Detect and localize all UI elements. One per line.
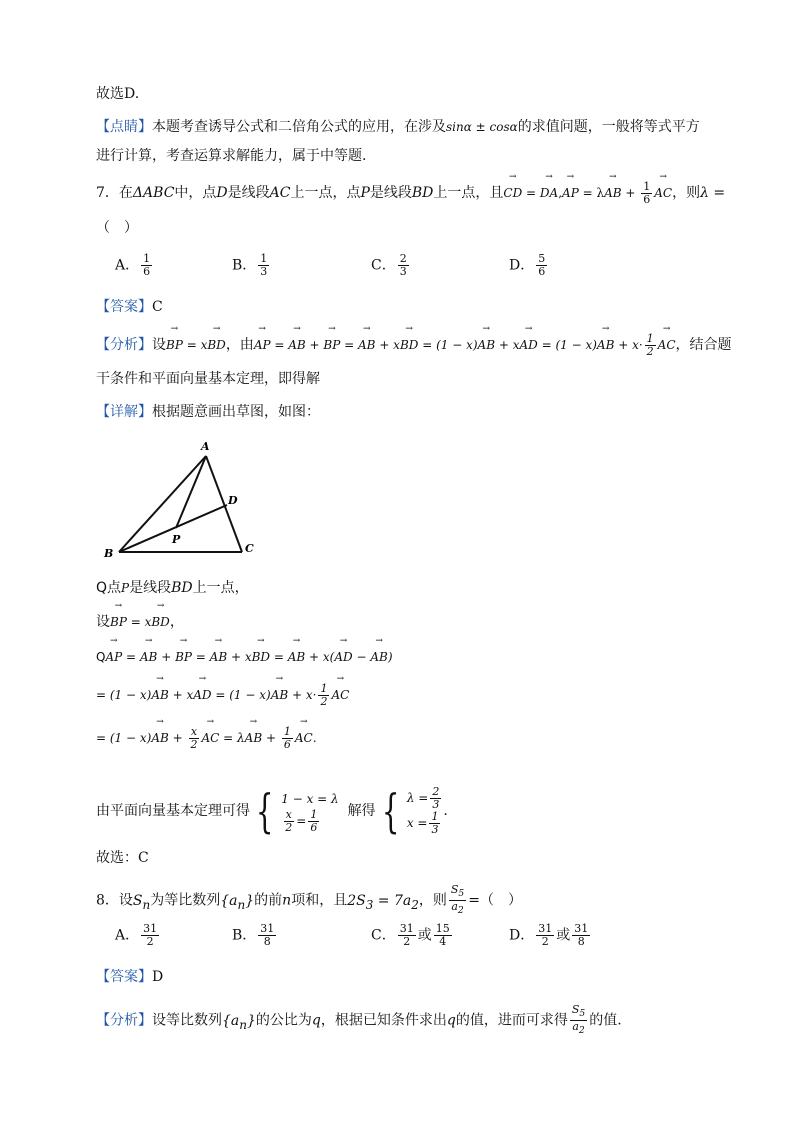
q7-let-line bbox=[96, 612, 184, 632]
frac-num: 1 bbox=[310, 807, 318, 821]
analysis-text-5: 的值. bbox=[589, 1012, 622, 1029]
triangle-lines bbox=[119, 456, 242, 552]
option-num: 31 bbox=[399, 922, 414, 935]
option-den: 3 bbox=[399, 265, 407, 278]
option-den: 2 bbox=[541, 935, 549, 948]
q7-stem-line bbox=[96, 181, 725, 206]
frac-den: 3 bbox=[432, 798, 440, 811]
q8-stem-6: =（ ） bbox=[468, 892, 522, 909]
analysis-text-1: 设等比数列 bbox=[152, 1012, 222, 1029]
vec-ab: → AB bbox=[604, 183, 621, 203]
analysis-expr-2: → AP = → AB + → BP = → AB + x→ BD = (1 − x)→ AB + x→ AD = (1 − x)→ AB + x· $\frac{1}{2}$ → AC bbox=[254, 338, 676, 352]
q8-cond: 2S bbox=[347, 892, 366, 909]
q8-seq-sub: n bbox=[237, 897, 246, 912]
frac-num: S bbox=[571, 1003, 580, 1016]
q7-paren-text: （ ） bbox=[96, 220, 138, 236]
q8-stem-line bbox=[96, 884, 522, 917]
answer-tag: 【答案】 bbox=[96, 969, 152, 985]
option-label: D． bbox=[509, 927, 535, 944]
system-1: { 1 − x = λ $\frac{x}{2}$ = $\frac{1}{6}$ bbox=[255, 784, 339, 838]
option-den: 8 bbox=[577, 935, 585, 948]
q8-stem-1: 设 bbox=[118, 892, 133, 909]
frac-den-sub: 2 bbox=[578, 1025, 585, 1037]
q8-seq-close: } bbox=[245, 892, 255, 909]
frac-num-sub: 5 bbox=[458, 888, 465, 900]
vec-ac: → AC bbox=[654, 183, 672, 203]
frac-den: 3 bbox=[431, 823, 439, 836]
q8-seq: {a bbox=[220, 892, 238, 909]
eq-sign: = bbox=[296, 813, 307, 828]
frac-den: a bbox=[451, 900, 458, 914]
analysis-tag: 【分析】 bbox=[96, 337, 152, 353]
q7-point-p: P bbox=[360, 185, 370, 201]
q7-seg-bd: BD bbox=[411, 185, 434, 201]
eq-sign: = bbox=[522, 186, 540, 200]
q7-paren bbox=[96, 218, 138, 238]
q7-final-line bbox=[96, 848, 149, 868]
option-num: 31 bbox=[574, 922, 589, 935]
option-den: 6 bbox=[143, 265, 151, 278]
q7-derivation-line-1: Q→ AP = → AB + → BP = → AB + x→ BD = → AB + x(→ AD − → AB) bbox=[96, 647, 393, 667]
analysis-text-4: 干条件和平面向量基本定理，即得解 bbox=[96, 371, 320, 387]
q8-option-d bbox=[509, 923, 592, 948]
since-seg-bd: BD bbox=[171, 580, 193, 596]
q8-option-c bbox=[371, 923, 454, 948]
analysis-expr-1: → BP = x→ BD bbox=[166, 338, 226, 352]
q7-analysis-line-1 bbox=[96, 333, 732, 358]
option-den: 8 bbox=[263, 935, 271, 948]
analysis-text-1: 设 bbox=[152, 337, 166, 353]
eq-x-label: x = bbox=[406, 816, 428, 830]
label-c: C bbox=[245, 542, 254, 555]
triangle-figure bbox=[100, 436, 270, 566]
q8-option-a bbox=[115, 923, 161, 948]
q8-stem-2: 为等比数列 bbox=[150, 892, 221, 909]
q8-cond-sub: 3 bbox=[365, 897, 374, 912]
label-a: A bbox=[201, 440, 210, 453]
plus: + bbox=[621, 186, 640, 200]
q7-number: 7． bbox=[96, 185, 119, 201]
analysis-tag: 【分析】 bbox=[96, 1012, 152, 1029]
since-point-p: P bbox=[121, 581, 130, 595]
q7-stem-2: 中，点 bbox=[174, 185, 217, 201]
system-2: { λ = $\frac{2}{3}$ x = $\frac{1}{3}$ bbox=[376, 786, 444, 836]
option-label: C． bbox=[371, 927, 396, 944]
q7-option-a bbox=[115, 253, 154, 278]
analysis-q: q bbox=[311, 1012, 321, 1029]
line-ap bbox=[176, 456, 206, 528]
option-num: 1 bbox=[260, 252, 268, 265]
q8-n: n bbox=[282, 892, 292, 909]
q7-detail-line bbox=[96, 402, 320, 422]
answer-value: D bbox=[152, 969, 164, 985]
detail-tag: 【详解】 bbox=[96, 404, 152, 420]
option-num: 31 bbox=[260, 922, 275, 935]
analysis-text-4: 的值，进而可求得 bbox=[455, 1012, 568, 1029]
q7-point-d: D bbox=[216, 185, 228, 201]
line-ab bbox=[119, 456, 206, 552]
q8-cond-sub2: 2 bbox=[411, 897, 419, 912]
comment-text-1: 本题考查诱导公式和二倍角公式的应用，在涉及 bbox=[152, 119, 446, 135]
q8-cond-eq: = 7a bbox=[373, 892, 412, 909]
option-label: B． bbox=[232, 257, 257, 274]
analysis-text-3: ，根据已知条件求出 bbox=[320, 1012, 447, 1029]
analysis-frac bbox=[570, 1004, 587, 1037]
q8-query-frac bbox=[449, 884, 466, 917]
q7-triangle: ΔABC bbox=[132, 185, 175, 201]
solve-text: 解得 bbox=[347, 803, 376, 819]
system-2-eq-1 bbox=[407, 786, 443, 811]
since-text-2: 是线段 bbox=[129, 580, 172, 596]
q7-stem-3: 是线段 bbox=[227, 185, 270, 201]
since-symbol-2: Q bbox=[96, 650, 106, 664]
label-p: P bbox=[172, 533, 181, 546]
system-1-eq-2 bbox=[281, 809, 338, 834]
q7-stem-4: 上一点，点 bbox=[290, 185, 361, 201]
option-num: 5 bbox=[538, 252, 546, 265]
q6-answer-text: 故选D. bbox=[96, 86, 140, 102]
q8-sub-n: n bbox=[142, 897, 151, 912]
analysis-seq-sub: n bbox=[239, 1017, 247, 1032]
comma: , bbox=[558, 186, 563, 200]
q8-option-b bbox=[232, 923, 278, 948]
q8-stem-3: 的前 bbox=[254, 892, 283, 909]
q7-derivation-line-2: = (1 − x)→ AB + x→ AD = (1 − x)→ AB + x· $\frac{1}{2}$ → AC bbox=[96, 683, 349, 708]
q8-answer-line bbox=[96, 967, 163, 987]
q7-analysis-line-2 bbox=[96, 369, 320, 389]
let-text: 设 bbox=[96, 614, 110, 630]
label-b: B bbox=[104, 547, 114, 560]
answer-value: C bbox=[152, 299, 163, 315]
system-1-eq-1: 1 − x = λ bbox=[281, 791, 339, 806]
comment-text-3: 进行计算，考查运算求解能力，属于中等题. bbox=[96, 148, 367, 164]
q6-comment-line-2 bbox=[96, 146, 366, 166]
option-label: D． bbox=[509, 257, 535, 274]
detail-text: 根据题意画出草图，如图： bbox=[152, 404, 320, 420]
option-num: 1 bbox=[143, 252, 151, 265]
q7-stem-1: 在 bbox=[118, 185, 133, 201]
vec-da: → DA bbox=[540, 183, 558, 203]
since-text-1: 点 bbox=[107, 580, 122, 596]
option-label: C． bbox=[371, 257, 396, 274]
q7-lambda: λ = bbox=[700, 185, 726, 201]
option-den: 2 bbox=[403, 935, 411, 948]
analysis-q-2: q bbox=[446, 1012, 456, 1029]
analysis-text-2: ，由 bbox=[225, 337, 254, 353]
option-num: 15 bbox=[435, 922, 450, 935]
q8-stem-5: ，则 bbox=[418, 892, 447, 909]
system-2-eq-2 bbox=[407, 811, 443, 836]
vec-cd: → CD bbox=[503, 183, 522, 203]
q7-option-c bbox=[371, 253, 411, 278]
fraction-1-6 bbox=[641, 181, 652, 206]
final-text: 故选：C bbox=[96, 850, 149, 866]
frac-num: 2 bbox=[432, 785, 440, 798]
q7-since-line bbox=[96, 578, 249, 598]
q7-stem-5: 是线段 bbox=[369, 185, 412, 201]
frac-den-sub: 2 bbox=[457, 905, 464, 917]
frac-den: 2 bbox=[285, 820, 293, 834]
analysis-seq: {a bbox=[222, 1012, 240, 1029]
q7-stem-7: ，则 bbox=[672, 185, 701, 201]
option-den: 6 bbox=[538, 265, 546, 278]
q7-option-b bbox=[232, 253, 271, 278]
q7-seg-ac: AC bbox=[269, 185, 291, 201]
analysis-seq-close: } bbox=[247, 1012, 256, 1029]
q7-stem-6: 上一点，且 bbox=[433, 185, 504, 201]
comment-text-2: 的求值问题，一般将等式平方 bbox=[517, 119, 700, 135]
analysis-text-2: 的公比为 bbox=[255, 1012, 312, 1029]
q6-answer-line bbox=[96, 84, 139, 104]
frac-den: 6 bbox=[310, 820, 318, 834]
option-num: 2 bbox=[399, 252, 407, 265]
let-tail: ， bbox=[169, 614, 184, 630]
option-label: A． bbox=[115, 257, 140, 274]
vec-ap: → AP bbox=[562, 183, 579, 203]
q8-number: 8． bbox=[96, 892, 119, 909]
q8-analysis-line bbox=[96, 1004, 622, 1037]
frac-den: a bbox=[572, 1020, 579, 1034]
q6-comment-line-1 bbox=[96, 117, 700, 137]
answer-tag: 【答案】 bbox=[96, 299, 152, 315]
comment-expr: sinα ± cosα bbox=[446, 120, 518, 134]
option-num: 31 bbox=[143, 922, 158, 935]
option-num: 31 bbox=[538, 922, 553, 935]
frac-den: 6 bbox=[643, 193, 651, 206]
comment-tag: 【点睛】 bbox=[96, 119, 152, 135]
q8-stem-4: 项和，且 bbox=[291, 892, 348, 909]
q7-basis-line: 由平面向量基本定理可得 { 1 − x = λ $\frac{x}{2}$ = $\frac{1}{6}$ 解得 { λ = $\frac{2}{3}$ x = $\frac{1}{3}$ . bbox=[96, 784, 448, 838]
frac-num: S bbox=[450, 883, 459, 896]
since-symbol: Q bbox=[96, 580, 108, 596]
option-den: 3 bbox=[260, 265, 268, 278]
option-joiner: 或 bbox=[417, 927, 432, 944]
option-joiner: 或 bbox=[556, 927, 571, 944]
frac-num: 1 bbox=[431, 810, 439, 823]
frac-num-sub: 5 bbox=[579, 1008, 586, 1020]
eq-lambda-label: λ = bbox=[406, 791, 429, 805]
q8-s: S bbox=[132, 892, 143, 909]
option-den: 2 bbox=[146, 935, 154, 948]
q7-derivation-line-3: = (1 − x)→ AB + $\frac{x}{2}$ → AC = λ→ AB + $\frac{1}{6}$ → AC. bbox=[96, 726, 317, 751]
frac-num: 1 bbox=[643, 180, 651, 193]
basis-text: 由平面向量基本定理可得 bbox=[96, 803, 250, 819]
option-label: A． bbox=[115, 927, 140, 944]
q7-answer-line bbox=[96, 297, 163, 317]
let-expr: → BP = x→ BD bbox=[110, 615, 170, 629]
q7-option-d bbox=[509, 253, 549, 278]
eq-lambda: = λ bbox=[578, 186, 605, 200]
label-d: D bbox=[228, 494, 238, 507]
option-den: 4 bbox=[439, 935, 447, 948]
frac-num: x bbox=[285, 807, 292, 821]
option-label: B． bbox=[232, 927, 257, 944]
analysis-text-3: ，结合题 bbox=[675, 337, 732, 353]
since-text-3: 上一点， bbox=[192, 580, 249, 596]
